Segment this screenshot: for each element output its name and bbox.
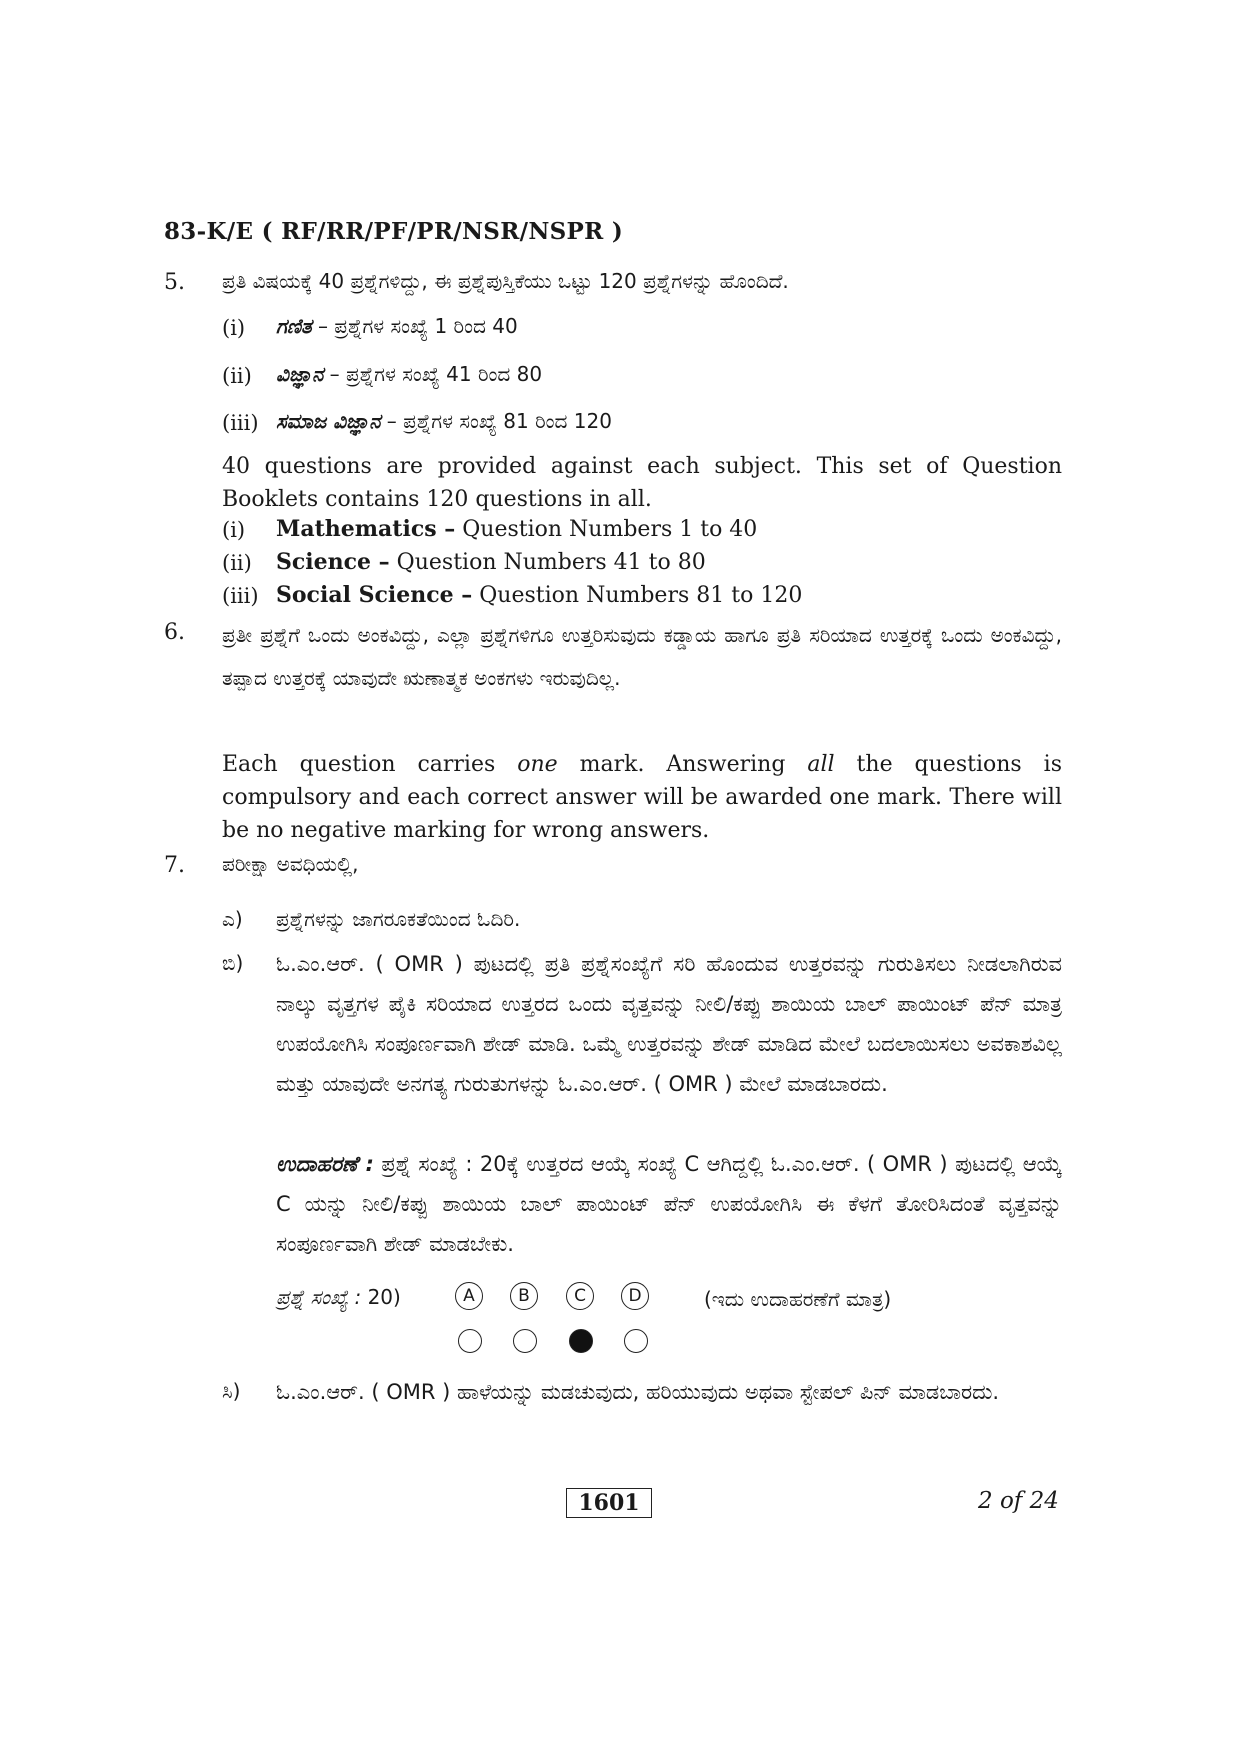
item-text: Question Numbers 41 to 80 [389,550,706,575]
item-text: Question Numbers 1 to 40 [455,517,758,542]
q5-kn-item-3-roman: (iii) [222,411,259,435]
q6-english-text: Each question carries one mark. Answering all the questions is compulsory and each correct answer will be awarded one mark. There will be no negative marking for wrong answers. [222,752,1062,843]
subject-name: Social Science – [276,582,473,608]
q5-en-item-3-roman: (iii) [222,584,259,608]
example-label: ಉದಾಹರಣೆ : [276,1152,374,1176]
q6-kannada-text: ಪ್ರತೀ ಪ್ರಶ್ನೆಗೆ ಒಂದು ಅಂಕವಿದ್ದು, ಎಲ್ಲಾ ಪ್ರಶ್ನೆಗಳಿಗೂ ಉತ್ತರಿಸುವುದು ಕಡ್ಡಾಯ ಹಾಗೂ ಪ್ರತಿ ಸರಿಯಾದ ಉತ್ತರಕ್ಕೆ ಒಂದು ಅಂಕವಿದ್ದು, ತಪ್ಪಾದ ಉತ್ತರಕ್ಕೆ ಯಾವುದೇ ಋಣಾತ್ಮಕ ಅಂಕಗಳು ಇರುವುದಿಲ್ಲ. [222,623,1062,690]
q5-english-intro: 40 questions are provided against each subject. This set of Question Booklets contains 120 questions in all. [222,454,1062,512]
q5-kn-item-3 [276,409,612,433]
subject-name: ವಿಜ್ಞಾನ [276,362,324,386]
item-text: – ಪ್ರಶ್ನೆಗಳ ಸಂಖ್ಯೆ 41 ರಿಂದ 80 [323,362,543,386]
emphasis-all: all [807,752,835,777]
subject-name: Mathematics – [276,516,456,542]
question-6-number: 6. [164,620,185,645]
q5-kn-item-1 [276,314,518,338]
question-5-number: 5. [164,270,185,295]
q7-item-c-label: ಸಿ) [222,1379,241,1403]
q7-example-text: ಉದಾಹರಣೆ : ಪ್ರಶ್ನೆ ಸಂಖ್ಯೆ : 20ಕ್ಕೆ ಉತ್ತರದ ಆಯ್ಕೆ ಸಂಖ್ಯೆ C ಆಗಿದ್ದಲ್ಲಿ ಓ.ಎಂ.ಆರ್. ( OMR ) ಪುಟದಲ್ಲಿ ಆಯ್ಕೆ C ಯನ್ನು ನೀಲಿ/ಕಪ್ಪು ಶಾಯಿಯ ಬಾಲ್ ಪಾಯಿಂಟ್ ಪೆನ್ ಉಪಯೋಗಿಸಿ ಈ ಕೆಳಗೆ ತೋರಿಸಿದಂತೆ ವೃತ್ತವನ್ನು ಸಂಪೂರ್ಣವಾಗಿ ಶೇಡ್ ಮಾಡಬೇಕು. [276,1152,1062,1256]
q5-en-item-2-roman: (ii) [222,551,252,575]
page-number: 2 of 24 [978,1488,1059,1514]
option-d-icon: D [621,1282,649,1310]
q7-item-b-text: ಓ.ಎಂ.ಆರ್. ( OMR ) ಪುಟದಲ್ಲಿ ಪ್ರತಿ ಪ್ರಶ್ನೆಸಂಖ್ಯೆಗೆ ಸರಿ ಹೊಂದುವ ಉತ್ತರವನ್ನು ಗುರುತಿಸಲು ನೀಡಲಾಗಿರುವ ನಾಲ್ಕು ವೃತ್ತಗಳ ಪೈಕಿ ಸರಿಯಾದ ಉತ್ತರದ ಒಂದು ವೃತ್ತವನ್ನು ನೀಲಿ/ಕಪ್ಪು ಶಾಯಿಯ ಬಾಲ್ ಪಾಯಿಂಟ್ ಪೆನ್ ಮಾತ್ರ ಉಪಯೋಗಿಸಿ ಸಂಪೂರ್ಣವಾಗಿ ಶೇಡ್ ಮಾಡಿ. ಒಮ್ಮೆ ಉತ್ತರವನ್ನು ಶೇಡ್ ಮಾಡಿದ ಮೇಲೆ ಬದಲಾಯಿಸಲು ಅವಕಾಶವಿಲ್ಲ ಮತ್ತು ಯಾವುದೇ ಅನಗತ್ಯ ಗುರುತುಗಳನ್ನು ಓ.ಎಂ.ಆರ್. ( OMR ) ಮೇಲೆ ಮಾಡಬಾರದು. [276,952,1062,1096]
qno-value: 20) [367,1285,401,1309]
q7-item-b-label: ಬಿ) [222,951,244,975]
q7-example-note: (ಇದು ಉದಾಹರಣೆಗೆ ಮಾತ್ರ) [704,1287,892,1311]
q7-example-question-number [276,1285,401,1309]
q5-en-item-2 [276,549,706,575]
q5-en-item-1-roman: (i) [222,518,246,542]
qno-label: ಪ್ರಶ್ನೆ ಸಂಖ್ಯೆ : [276,1285,362,1309]
q5-en-item-3 [276,582,802,608]
option-a-icon: A [455,1282,483,1310]
item-text: Question Numbers 81 to 120 [472,583,803,608]
bubble-d-icon [624,1329,648,1353]
q5-kannada-intro: ಪ್ರತಿ ವಿಷಯಕ್ಕೆ 40 ಪ್ರಶ್ನೆಗಳಿದ್ದು, ಈ ಪ್ರಶ್ನೆಪುಸ್ತಿಕೆಯು ಒಟ್ಟು 120 ಪ್ರಶ್ನೆಗಳನ್ನು ಹೊಂದಿದೆ. [222,269,789,293]
q5-kn-item-1-roman: (i) [222,316,246,340]
bubble-a-icon [458,1329,482,1353]
bubble-b-icon [513,1329,537,1353]
q5-kn-item-2-roman: (ii) [222,364,252,388]
question-7-number: 7. [164,853,185,878]
emphasis-one: one [517,752,558,777]
q7-item-a-text: ಪ್ರಶ್ನೆಗಳನ್ನು ಜಾಗರೂಕತೆಯಿಂದ ಓದಿರಿ. [276,907,521,931]
q7-item-a-label: ಎ) [222,907,243,931]
option-b-icon: B [510,1282,538,1310]
q5-kn-item-2 [276,362,542,386]
bubble-c-filled-icon [569,1329,593,1353]
q7-item-c-text: ಓ.ಎಂ.ಆರ್. ( OMR ) ಹಾಳೆಯನ್ನು ಮಡಚುವುದು, ಹರಿಯುವುದು ಅಥವಾ ಸ್ಟೇಪಲ್ ಪಿನ್ ಮಾಡಬಾರದು. [276,1380,1000,1404]
option-c-icon: C [566,1282,594,1310]
item-text: – ಪ್ರಶ್ನೆಗಳ ಸಂಖ್ಯೆ 1 ರಿಂದ 40 [311,314,518,338]
footer-code-box: 1601 [566,1488,652,1518]
subject-name: ಸಮಾಜ ವಿಜ್ಞಾನ [276,409,381,433]
item-text: – ಪ್ರಶ್ನೆಗಳ ಸಂಖ್ಯೆ 81 ರಿಂದ 120 [380,409,612,433]
subject-name: Science – [276,549,390,575]
q7-kannada-intro: ಪರೀಕ್ಷಾ ಅವಧಿಯಲ್ಲಿ, [222,852,359,876]
subject-name: ಗಣಿತ [276,314,312,338]
q5-en-item-1 [276,516,757,542]
paper-code-header: 83-K/E ( RF/RR/PF/PR/NSR/NSPR ) [164,218,624,245]
